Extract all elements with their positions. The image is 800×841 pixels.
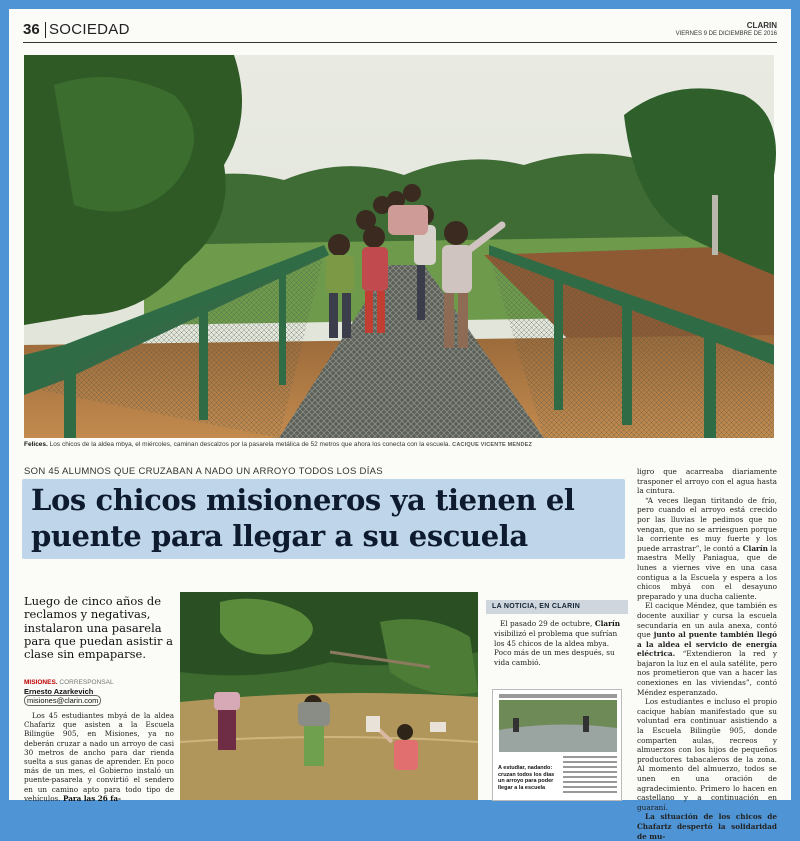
hero-photo-bridge <box>24 55 774 438</box>
paragraph-text: “A veces llegan tiritando de frío, pero cuando el arroyo está crecido por las lluvias le pedimos que no vengan, que no se arriesguen porque la corriente es muy fuerte y los puede arrastrar”, le contó a <box>637 495 777 553</box>
caption-text: Los chicos de la aldea mbya, el miércoles, caminan descalzos por la pasarela metálica de 52 metros que ahora los conecta con la escuela. <box>47 441 451 448</box>
paragraph-text: Los 45 estudiantes mbyá de la aldea Chafariz que asisten a la Escuela Bilingüe 905, en Misiones, ya no deberán cruzar a nado un arroyo de casi 30 metros de ancho para dar rienda suelta a sus ganas de aprender. En poco más de un mes, el Gobierno instaló un puente-pasarela y convirtió el sendero en un camino apto para todo tipo de vehículos. <box>24 711 174 803</box>
sidebar-text-bold: Clarín <box>592 619 621 628</box>
byline-email: misiones@clarin.com <box>24 695 101 706</box>
paragraph: Los estudiantes e incluso el propio cacique habían manifestado que su voluntad era continuar asistiendo a la Escuela Bilingüe 905, donde comparten aulas, recreos y almuerzos con los hijos de pequeños productores tabacaleros de la zona. Al momento del almuerzo, todos se unen en una oración de agradecimiento. Primero lo hacen en castellano y a continuación en guaraní. <box>637 697 777 812</box>
paragraph <box>637 601 777 697</box>
byline-role: CORRESPONSAL <box>57 679 114 686</box>
issue-date: VIERNES 9 DE DICIEMBRE DE 2016 <box>675 31 777 37</box>
byline-author: Ernesto Azarkevich <box>24 687 94 696</box>
page-number: 36 <box>23 21 40 38</box>
article-headline: Los chicos misioneros ya tienen el puente para llegar a su escuela <box>31 483 575 553</box>
article-kicker: SON 45 ALUMNOS QUE CRUZABAN A NADO UN ARROYO TODOS LOS DÍAS <box>24 466 383 477</box>
paragraph-text: El cacique Méndez, que también es docente auxiliar y cursa la escuela secundaria en un aula anexa, contó que <box>637 601 777 640</box>
paragraph-bold: La situación de los chicos de Chafariz despertó la solidaridad de mu- <box>637 812 777 841</box>
paragraph: ligro que acarreaba diariamente trasponer el arroyo con el agua hasta la cintura. <box>637 467 777 496</box>
article-column-right <box>637 467 777 841</box>
paragraph-bold: Clarín <box>740 543 768 553</box>
paragraph-text: “Extendieron la red y bajaron la luz en el aula satélite, pero nos prometieron que van a hacer las conexiones en las viviendas”, contó Méndez esperanzado. <box>637 649 777 697</box>
stream-crossing-photo <box>180 592 478 800</box>
paragraph <box>637 496 777 602</box>
newspaper-page <box>9 9 791 841</box>
sidebar-text-start: El pasado 29 de octubre, <box>500 619 593 628</box>
section-name: SOCIEDAD <box>49 21 130 38</box>
caption-lead: Felices. <box>24 441 48 448</box>
article-lead: Luego de cinco años de reclamos y negativas, instalaron una pasarela para que puedan asistir a clase sin empaparse. <box>24 594 173 662</box>
sidebar-title: LA NOTICIA, EN CLARIN <box>486 600 628 614</box>
sidebar-text <box>494 619 622 668</box>
paragraph-text: la maestra Melly Paniagua, que de lunes a viernes vive en una casa contigua a la Escuela y espera a los chicos mbyá con el desayuno preparado y una ducha caliente. <box>637 543 777 601</box>
photo-credit: CACIQUE VICENTE MENDEZ <box>452 442 533 448</box>
paragraph-bold: junto al puente también llegó a la aldea el servicio de energía eléctrica. <box>637 630 777 659</box>
paragraph <box>637 812 777 841</box>
header-divider <box>45 22 46 38</box>
clipping-headline: A estudiar, nadando: cruzan todos los días un arroyo para poder llegar a la escuela <box>498 765 555 791</box>
paragraph-bold: Para las 26 fa- <box>60 793 121 803</box>
article-column-left <box>24 711 174 803</box>
newspaper-name: CLARIN <box>746 21 777 30</box>
byline-location <box>24 679 114 686</box>
byline-section: MISIONES. <box>24 679 58 686</box>
header-rule <box>23 42 777 43</box>
photo-caption <box>24 441 784 448</box>
sidebar-text-end: visibilizó el problema que sufrían los 45 chicos de la aldea mbya. Poco más de un mes después, su vida cambió. <box>494 628 618 668</box>
